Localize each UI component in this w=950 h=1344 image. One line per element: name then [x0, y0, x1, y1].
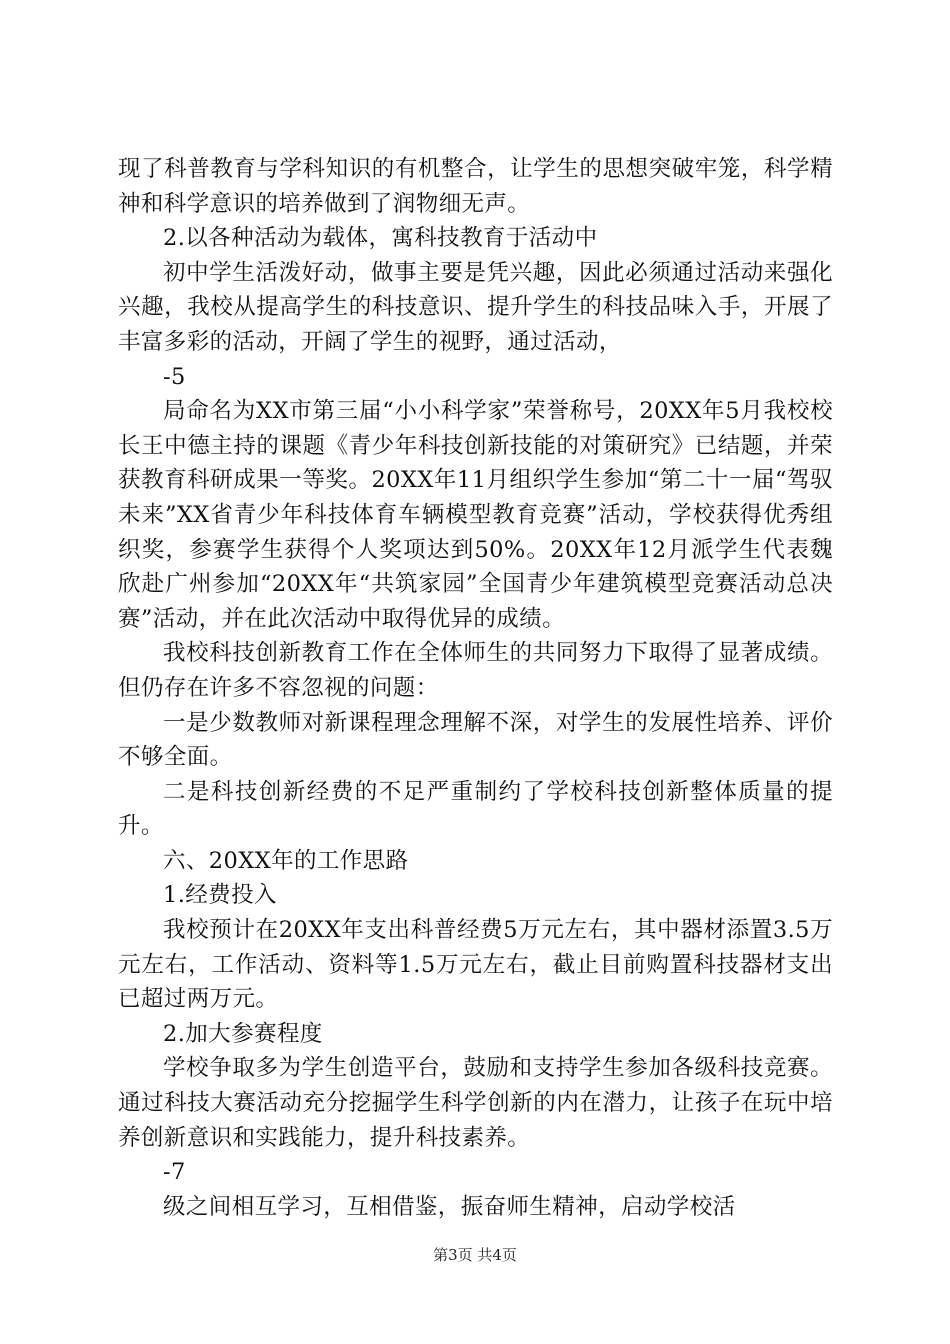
paragraph: 六、20XX年的工作思路: [163, 847, 409, 874]
paragraph: 现了科普教育与学科知识的有机整合，让学生的思想突破牢笼，科学精神和科学意识的培养做到了润物细无声。: [118, 156, 833, 217]
paragraph: 二是科技创新经费的不足严重制约了学校科技创新整体质量的提升。: [118, 778, 833, 840]
paragraph: 学校争取多为学生创造平台，鼓励和支持学生参加各级科技竞赛。通过科技大赛活动充分挖掘学生科学创新的内在潜力，让孩子在玩中培养创新意识和实践能力，提升科技素养。: [118, 1055, 833, 1151]
paragraph: 我校科技创新教育工作在全体师生的共同努力下取得了显著成绩。但仍存在许多不容忽视的问题：: [118, 640, 833, 701]
paragraph: 级之间相互学习，互相借鉴，振奋师生精神，启动学校活: [163, 1193, 736, 1220]
paragraph: 2.以各种活动为载体，寓科技教育于活动中: [163, 225, 598, 252]
document-body: [118, 152, 833, 1224]
paragraph: 一是少数教师对新课程理念理解不深，对学生的发展性培养、评价不够全面。: [118, 709, 833, 771]
paragraph: -7: [163, 1159, 186, 1186]
paragraph: 2.加大参赛程度: [163, 1020, 323, 1047]
paragraph: -5: [163, 363, 186, 390]
paragraph: 局命名为XX市第三届“小小科学家”荣誉称号，20XX年5月我校校长王中德主持的课题《青少年科技创新技能的对策研究》已结题，并荣获教育科研成果一等奖。20XX年11月组织学生参加“第二十一届“驾驭未来”XX省青少年科技体育车辆模型教育竞赛”活动，学校获得优秀组织奖，参赛学生获得个人奖项达到50%。20XX年12月派学生代表魏欣赴广州参加“20XX年“共筑家园”全国青少年建筑模型竞赛活动总决赛”活动，并在此次活动中取得优异的成绩。: [118, 398, 833, 632]
paragraph: 我校预计在20XX年支出科普经费5万元左右，其中器材添置3.5万元左右，工作活动、资料等1.5万元左右，截止目前购置科技器材支出已超过两万元。: [118, 917, 833, 1013]
page-footer: 第3页 共4页: [433, 1246, 517, 1264]
paragraph: 初中学生活泼好动，做事主要是凭兴趣，因此必须通过活动来强化兴趣，我校从提高学生的科技意识、提升学生的科技品味入手，开展了丰富多彩的活动，开阔了学生的视野，通过活动，: [118, 259, 833, 355]
paragraph: 1.经费投入: [163, 882, 277, 909]
